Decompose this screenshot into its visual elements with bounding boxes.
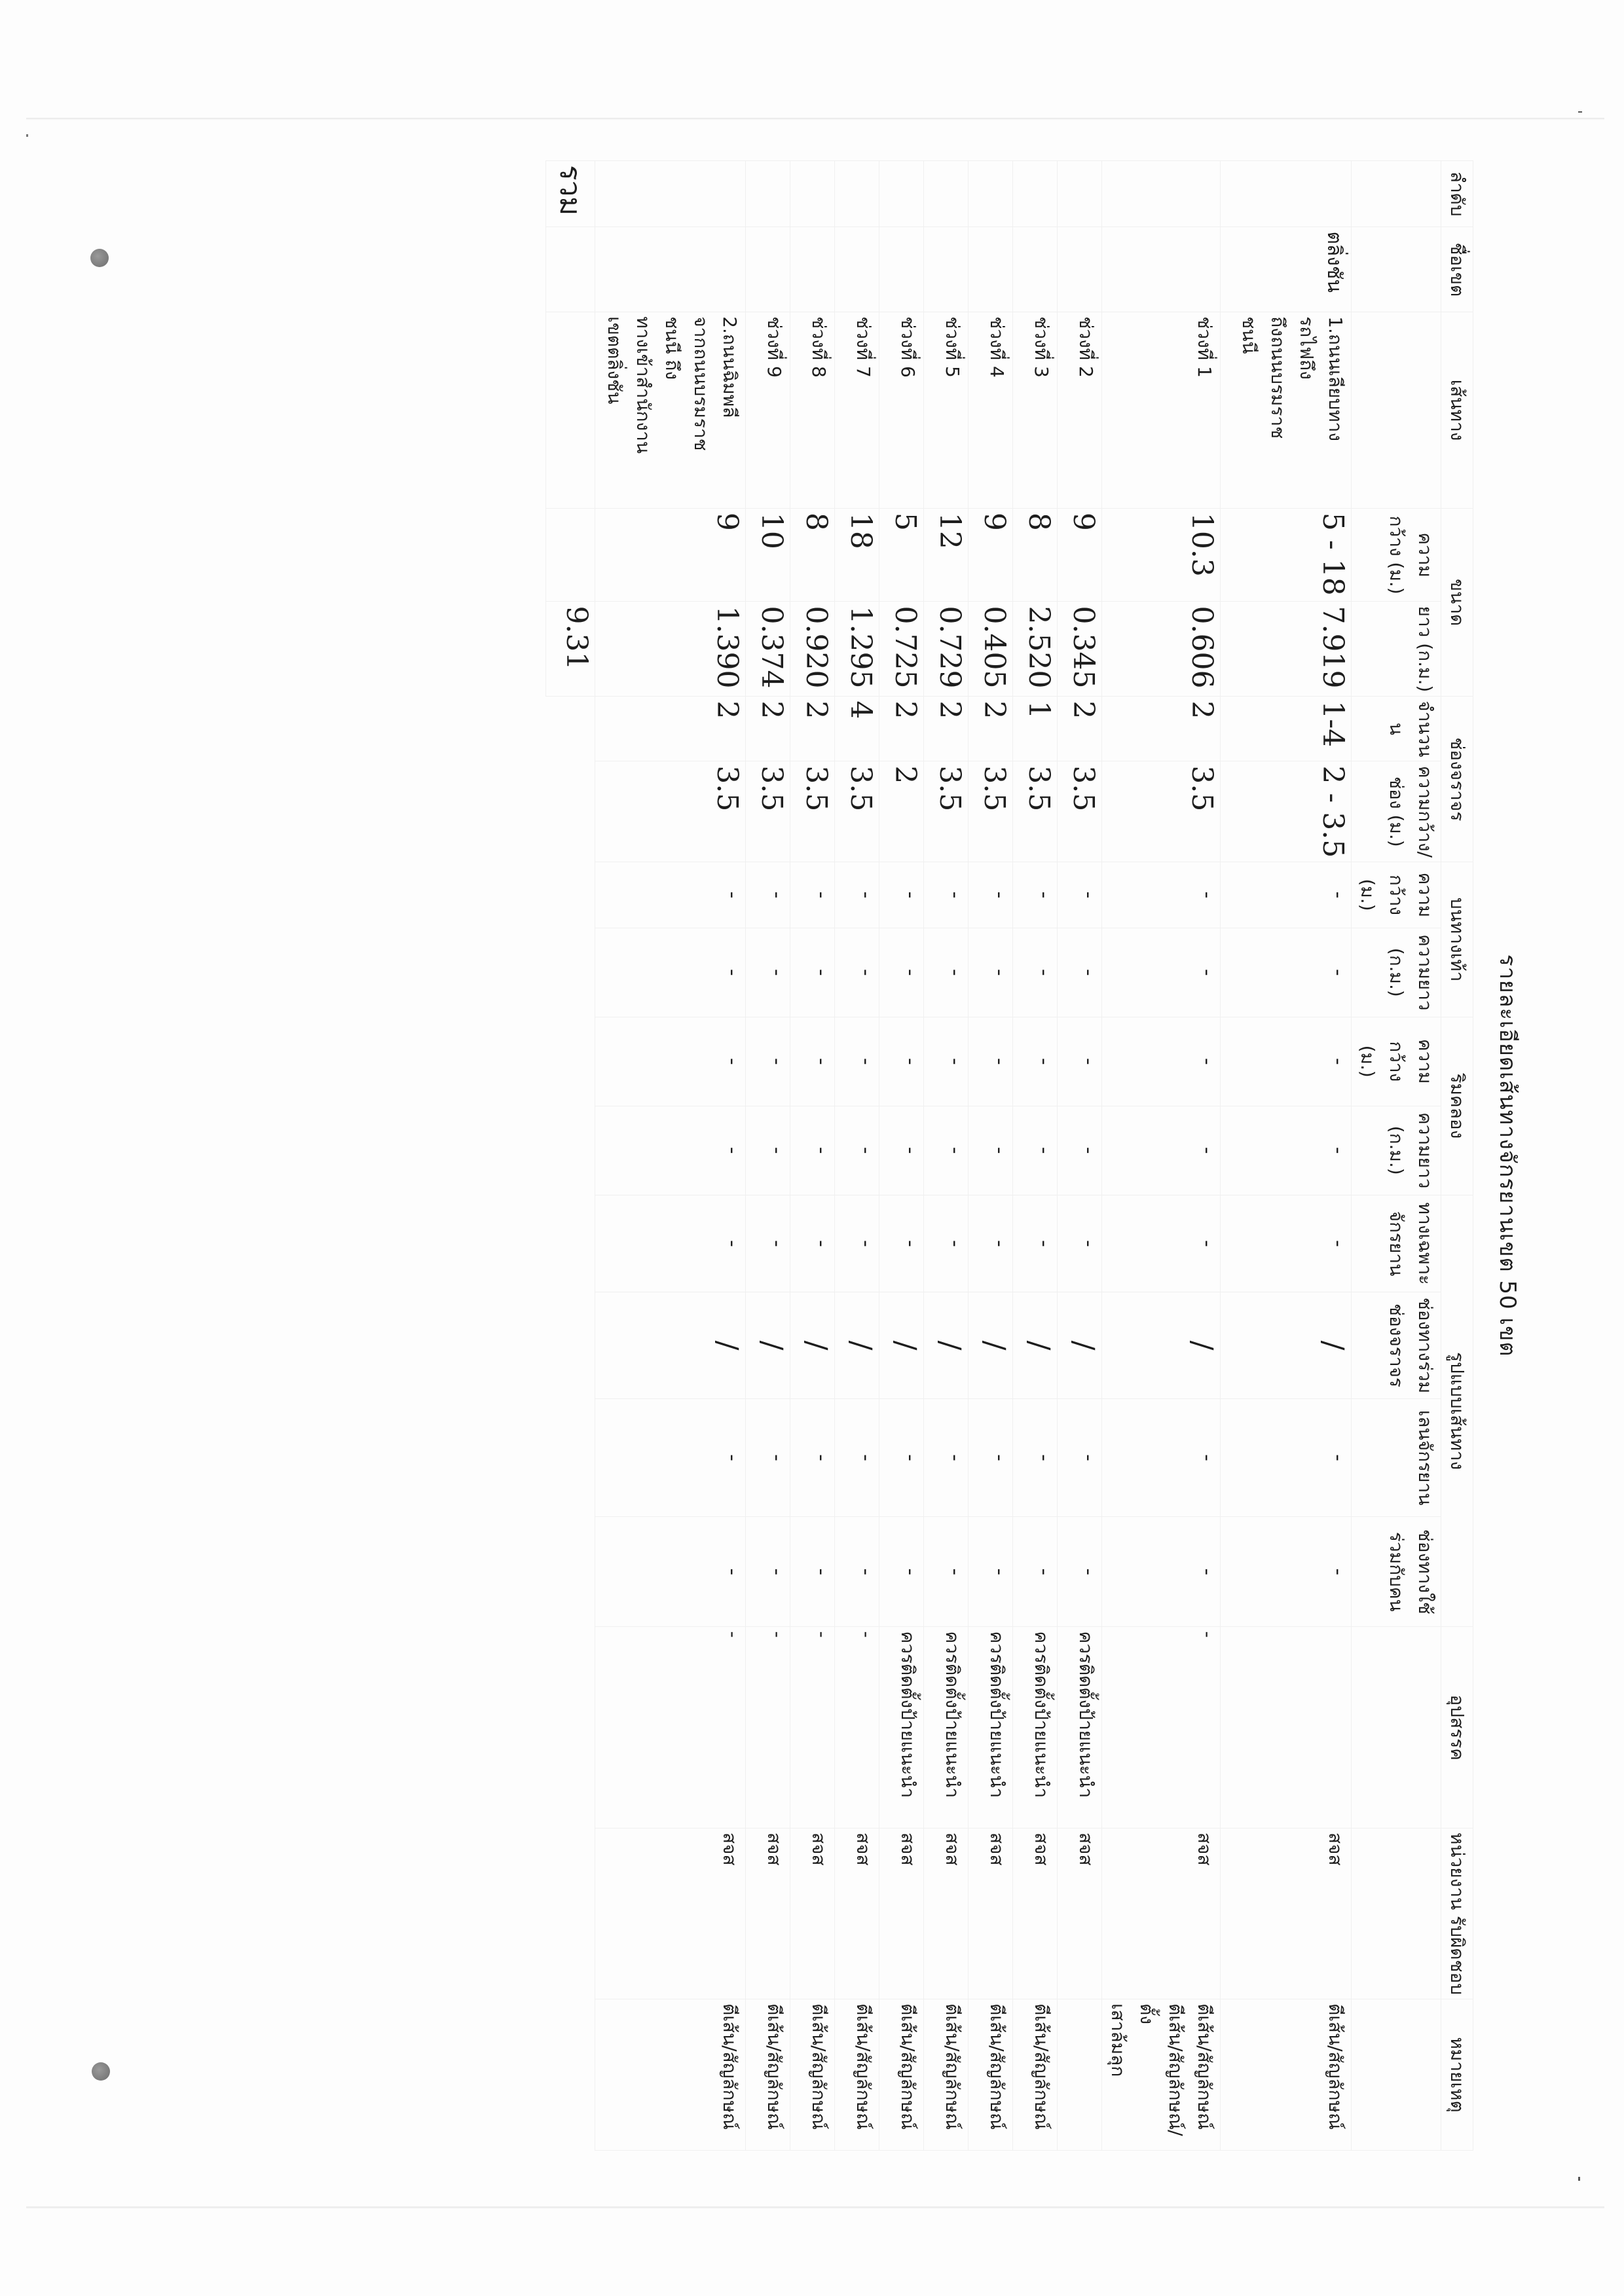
total-value: 9.31 xyxy=(546,602,595,697)
order-cell xyxy=(879,161,924,227)
shared-lane-cell: / xyxy=(1102,1292,1221,1398)
shared-lane-cell: / xyxy=(835,1292,879,1398)
length-cell: 0.405 xyxy=(969,602,1013,697)
total-spacer xyxy=(546,312,595,509)
table-row xyxy=(1013,161,1058,2151)
canal-length-cell: - xyxy=(790,1106,835,1195)
canal-width-cell: - xyxy=(746,1017,790,1106)
width-cell: 10.3 xyxy=(1102,508,1221,602)
obstacle-cell: - xyxy=(595,1627,746,1829)
header-sidewalk-length: ความยาว (ก.ม.) xyxy=(1352,928,1441,1017)
lane-count-cell: 2 xyxy=(1058,697,1102,761)
sidewalk-width-cell: - xyxy=(879,862,924,928)
header-lane-count: จำนวน น xyxy=(1352,697,1441,761)
table-row xyxy=(595,161,746,2151)
length-cell: 7.919 xyxy=(1221,602,1352,697)
canal-length-cell: - xyxy=(835,1106,879,1195)
canal-length-cell: - xyxy=(595,1106,746,1195)
lane-width-cell: 3.5 xyxy=(790,761,835,862)
bike-only-cell: - xyxy=(924,1195,969,1292)
ped-shared-cell: - xyxy=(595,1517,746,1627)
bike-only-cell: - xyxy=(790,1195,835,1292)
agency-cell: สจส xyxy=(1058,1828,1102,1999)
district-cell xyxy=(790,227,835,312)
header-lane-width: ความกว้าง/ ช่อง (ม.) xyxy=(1352,761,1441,862)
ped-shared-cell: - xyxy=(924,1517,969,1627)
remarks-cell: ตีเส้น/สัญลักษณ์ xyxy=(595,1999,746,2151)
bike-only-cell: - xyxy=(746,1195,790,1292)
lane-width-cell: 2 - 3.5 xyxy=(1221,761,1352,862)
width-cell: 9 xyxy=(595,508,746,602)
length-cell: 1.390 xyxy=(595,602,746,697)
header-canal: ริมคลอง xyxy=(1441,1017,1473,1195)
order-cell xyxy=(835,161,879,227)
header-agency: หน่วยงาน รับผิดชอบ xyxy=(1441,1828,1473,1999)
sidewalk-length-cell: - xyxy=(835,928,879,1017)
bike-only-cell: - xyxy=(879,1195,924,1292)
header-ped-shared: ช่องทางใช้ ร่วมกับคน xyxy=(1352,1517,1441,1627)
shared-lane-cell: / xyxy=(790,1292,835,1398)
canal-width-cell: - xyxy=(879,1017,924,1106)
table-body xyxy=(546,161,1352,2151)
bike-lane-cell: - xyxy=(835,1399,879,1517)
shared-lane-cell: / xyxy=(924,1292,969,1398)
agency-cell: สจส xyxy=(924,1828,969,1999)
canal-width-cell: - xyxy=(790,1017,835,1106)
lane-width-cell: 3.5 xyxy=(1013,761,1058,862)
width-cell: 9 xyxy=(1058,508,1102,602)
route-cell: ช่วงที่ 4 xyxy=(969,312,1013,509)
canal-length-cell: - xyxy=(1013,1106,1058,1195)
width-cell: 18 xyxy=(835,508,879,602)
table-row xyxy=(790,161,835,2151)
width-cell: 5 xyxy=(879,508,924,602)
ped-shared-cell: - xyxy=(746,1517,790,1627)
sidewalk-width-cell: - xyxy=(1013,862,1058,928)
order-cell xyxy=(1058,161,1102,227)
ped-shared-cell: - xyxy=(1013,1517,1058,1627)
canal-width-cell: - xyxy=(1221,1017,1352,1106)
obstacle-cell: - xyxy=(790,1627,835,1829)
canal-width-cell: - xyxy=(595,1017,746,1106)
header-bike-lane: เลนจักรยาน xyxy=(1352,1399,1441,1517)
canal-length-cell: - xyxy=(924,1106,969,1195)
bike-lane-cell: - xyxy=(1221,1399,1352,1517)
route-cell: ช่วงที่ 6 xyxy=(879,312,924,509)
remarks-cell: ตีเส้น/สัญลักษณ์ ตีเส้น/สัญลักษณ์/ตั้ง เสาล้มลุก xyxy=(1102,1999,1221,2151)
order-cell xyxy=(746,161,790,227)
remarks-cell: ตีเส้น/สัญลักษณ์ xyxy=(924,1999,969,2151)
header-size: ขนาด xyxy=(1441,508,1473,696)
canal-width-cell: - xyxy=(924,1017,969,1106)
order-cell xyxy=(1013,161,1058,227)
shared-lane-cell: / xyxy=(1221,1292,1352,1398)
length-cell: 0.729 xyxy=(924,602,969,697)
agency-cell: สจส xyxy=(969,1828,1013,1999)
width-cell: 9 xyxy=(969,508,1013,602)
bike-lane-cell: - xyxy=(969,1399,1013,1517)
sidewalk-length-cell: - xyxy=(969,928,1013,1017)
shared-lane-cell: / xyxy=(746,1292,790,1398)
length-cell: 0.606 xyxy=(1102,602,1221,697)
bike-lane-cell: - xyxy=(1102,1399,1221,1517)
bike-lane-cell: - xyxy=(1013,1399,1058,1517)
district-cell xyxy=(1102,227,1221,312)
table-row xyxy=(1058,161,1102,2151)
order-cell xyxy=(1102,161,1221,227)
sidewalk-width-cell: - xyxy=(835,862,879,928)
route-cell: 2.ถนนฉิมพลี จากถนนบรมราช ชนนี ถึง ทางเข้าสำนักงาน เขตตลิ่งชัน xyxy=(595,312,746,509)
lane-count-cell: 4 xyxy=(835,697,879,761)
header-length: ยาว (ก.ม.) xyxy=(1352,602,1441,697)
sidewalk-length-cell: - xyxy=(924,928,969,1017)
sidewalk-length-cell: - xyxy=(1013,928,1058,1017)
sidewalk-length-cell: - xyxy=(595,928,746,1017)
sheet-top-edge xyxy=(26,118,1604,120)
remarks-cell: ตีเส้น/สัญลักษณ์ xyxy=(1013,1999,1058,2151)
canal-length-cell: - xyxy=(1102,1106,1221,1195)
scan-mark xyxy=(26,134,28,137)
canal-length-cell: - xyxy=(969,1106,1013,1195)
lane-count-cell: 2 xyxy=(969,697,1013,761)
scan-mark xyxy=(1578,2177,1580,2181)
ped-shared-cell: - xyxy=(1102,1517,1221,1627)
district-cell xyxy=(746,227,790,312)
route-cell: ช่วงที่ 2 xyxy=(1058,312,1102,509)
total-spacer xyxy=(546,508,595,602)
header-order: ลำดับ xyxy=(1441,161,1473,227)
obstacle-cell: ควรติดตั้งป้ายแนะนำ xyxy=(1013,1627,1058,1829)
sidewalk-width-cell: - xyxy=(790,862,835,928)
length-cell: 0.374 xyxy=(746,602,790,697)
scan-mark xyxy=(1578,111,1582,113)
order-cell xyxy=(924,161,969,227)
ped-shared-cell: - xyxy=(1221,1517,1352,1627)
lane-width-cell: 3.5 xyxy=(835,761,879,862)
sidewalk-width-cell: - xyxy=(969,862,1013,928)
rotated-table-area xyxy=(39,160,1526,2151)
sidewalk-width-cell: - xyxy=(1221,862,1352,928)
remarks-cell xyxy=(1058,1999,1102,2151)
sidewalk-length-cell: - xyxy=(790,928,835,1017)
header-sidewalk-width: ความ กว้าง (ม.) xyxy=(1352,862,1441,928)
table-row xyxy=(835,161,879,2151)
header-lanes: ช่องจราจร xyxy=(1441,697,1473,862)
header-width: ความ กว้าง (ม.) xyxy=(1352,508,1441,602)
total-row xyxy=(546,161,595,2151)
remarks-cell: ตีเส้น/สัญลักษณ์ xyxy=(1221,1999,1352,2151)
sidewalk-width-cell: - xyxy=(924,862,969,928)
length-cell: 0.725 xyxy=(879,602,924,697)
lane-width-cell: 3.5 xyxy=(1102,761,1221,862)
route-cell: ช่วงที่ 8 xyxy=(790,312,835,509)
ped-shared-cell: - xyxy=(969,1517,1013,1627)
bike-route-table xyxy=(545,160,1473,2151)
header-remarks: หมายเหตุ xyxy=(1441,1999,1473,2151)
header-route: เส้นทาง xyxy=(1441,312,1473,509)
sidewalk-length-cell: - xyxy=(1221,928,1352,1017)
route-cell: ช่วงที่ 1 xyxy=(1102,312,1221,509)
obstacle-cell xyxy=(1221,1627,1352,1829)
table-row xyxy=(1221,161,1352,2151)
header-obstacle: อุปสรรค xyxy=(1441,1627,1473,1829)
bike-only-cell: - xyxy=(1058,1195,1102,1292)
ped-shared-cell: - xyxy=(879,1517,924,1627)
remarks-cell: ตีเส้น/สัญลักษณ์ xyxy=(879,1999,924,2151)
bike-only-cell: - xyxy=(1102,1195,1221,1292)
bike-lane-cell: - xyxy=(746,1399,790,1517)
header-shared-lane: ช่องทางร่วม ช่องจราจร xyxy=(1352,1292,1441,1398)
width-cell: 8 xyxy=(1013,508,1058,602)
sidewalk-length-cell: - xyxy=(1058,928,1102,1017)
sidewalk-length-cell: - xyxy=(746,928,790,1017)
bike-lane-cell: - xyxy=(1058,1399,1102,1517)
district-cell xyxy=(835,227,879,312)
district-cell xyxy=(879,227,924,312)
obstacle-cell: ควรติดตั้งป้ายแนะนำ xyxy=(879,1627,924,1829)
district-cell xyxy=(595,227,746,312)
table-row xyxy=(969,161,1013,2151)
lane-width-cell: 3.5 xyxy=(746,761,790,862)
route-cell: ช่วงที่ 7 xyxy=(835,312,879,509)
order-cell xyxy=(595,161,746,227)
document-title: รายละเอียดเส้นทางจักรยานเขต 50 เขต xyxy=(1494,954,1521,1357)
district-cell xyxy=(924,227,969,312)
ped-shared-cell: - xyxy=(1058,1517,1102,1627)
ped-shared-cell: - xyxy=(790,1517,835,1627)
length-cell: 1.295 xyxy=(835,602,879,697)
district-cell xyxy=(969,227,1013,312)
remarks-cell: ตีเส้น/สัญลักษณ์ xyxy=(969,1999,1013,2151)
bike-only-cell: - xyxy=(1221,1195,1352,1292)
obstacle-cell: - xyxy=(835,1627,879,1829)
agency-cell: สจส xyxy=(1013,1828,1058,1999)
lane-width-cell: 2 xyxy=(879,761,924,862)
lane-count-cell: 2 xyxy=(924,697,969,761)
shared-lane-cell: / xyxy=(879,1292,924,1398)
bike-lane-cell: - xyxy=(924,1399,969,1517)
width-cell: 5 - 18 xyxy=(1221,508,1352,602)
route-cell: 1.ถนนเลียบทาง รถไฟถึง ถึงถนนบรมราช ชนนี xyxy=(1221,312,1352,509)
length-cell: 0.345 xyxy=(1058,602,1102,697)
sidewalk-width-cell: - xyxy=(746,862,790,928)
agency-cell: สจส xyxy=(746,1828,790,1999)
header-district: ชื่อเขต xyxy=(1441,227,1473,312)
header-bike-only: ทางเฉพาะ จักรยาน xyxy=(1352,1195,1441,1292)
lane-count-cell: 1-4 xyxy=(1221,697,1352,761)
sidewalk-length-cell: - xyxy=(1102,928,1221,1017)
width-cell: 8 xyxy=(790,508,835,602)
bike-only-cell: - xyxy=(595,1195,746,1292)
canal-length-cell: - xyxy=(1058,1106,1102,1195)
lane-count-cell: 2 xyxy=(1102,697,1221,761)
order-cell xyxy=(969,161,1013,227)
header-sidewalk: บนทางเท้า xyxy=(1441,862,1473,1017)
length-cell: 0.920 xyxy=(790,602,835,697)
order-cell xyxy=(1221,161,1352,227)
bike-only-cell: - xyxy=(969,1195,1013,1292)
canal-width-cell: - xyxy=(835,1017,879,1106)
total-spacer xyxy=(546,227,595,312)
shared-lane-cell: / xyxy=(595,1292,746,1398)
district-cell xyxy=(1058,227,1102,312)
shared-lane-cell: / xyxy=(1058,1292,1102,1398)
agency-cell: สจส xyxy=(1102,1828,1221,1999)
agency-cell: สจส xyxy=(790,1828,835,1999)
lane-count-cell: 2 xyxy=(746,697,790,761)
ped-shared-cell: - xyxy=(835,1517,879,1627)
order-cell xyxy=(790,161,835,227)
lane-count-cell: 2 xyxy=(790,697,835,761)
canal-length-cell: - xyxy=(1221,1106,1352,1195)
canal-length-cell: - xyxy=(746,1106,790,1195)
bike-only-cell: - xyxy=(835,1195,879,1292)
lane-count-cell: 1 xyxy=(1013,697,1058,761)
bike-lane-cell: - xyxy=(790,1399,835,1517)
agency-cell: สจส xyxy=(595,1828,746,1999)
canal-width-cell: - xyxy=(1058,1017,1102,1106)
obstacle-cell: ควรติดตั้งป้ายแนะนำ xyxy=(924,1627,969,1829)
lane-width-cell: 3.5 xyxy=(924,761,969,862)
canal-width-cell: - xyxy=(1013,1017,1058,1106)
remarks-cell: ตีเส้น/สัญลักษณ์ xyxy=(746,1999,790,2151)
obstacle-cell: ควรติดตั้งป้ายแนะนำ xyxy=(969,1627,1013,1829)
district-cell: ตลิ่งชัน xyxy=(1221,227,1352,312)
lane-width-cell: 3.5 xyxy=(1058,761,1102,862)
canal-width-cell: - xyxy=(969,1017,1013,1106)
total-label: รวม xyxy=(546,161,595,227)
sidewalk-width-cell: - xyxy=(595,862,746,928)
agency-cell: สจส xyxy=(835,1828,879,1999)
bike-lane-cell: - xyxy=(595,1399,746,1517)
sidewalk-width-cell: - xyxy=(1102,862,1221,928)
lane-count-cell: 2 xyxy=(595,697,746,761)
route-cell: ช่วงที่ 9 xyxy=(746,312,790,509)
width-cell: 10 xyxy=(746,508,790,602)
agency-cell: สจส xyxy=(1221,1828,1352,1999)
header-canal-length: ความยาว (ก.ม.) xyxy=(1352,1106,1441,1195)
lane-width-cell: 3.5 xyxy=(969,761,1013,862)
bike-lane-cell: - xyxy=(879,1399,924,1517)
canal-width-cell: - xyxy=(1102,1017,1221,1106)
table-row xyxy=(879,161,924,2151)
table-row xyxy=(746,161,790,2151)
remarks-cell: ตีเส้น/สัญลักษณ์ xyxy=(835,1999,879,2151)
table-row xyxy=(1102,161,1221,2151)
obstacle-cell: - xyxy=(746,1627,790,1829)
width-cell: 12 xyxy=(924,508,969,602)
sidewalk-length-cell: - xyxy=(879,928,924,1017)
shared-lane-cell: / xyxy=(969,1292,1013,1398)
lane-width-cell: 3.5 xyxy=(595,761,746,862)
sheet-bottom-edge xyxy=(26,2206,1604,2208)
obstacle-cell: ควรติดตั้งป้ายแนะนำ xyxy=(1058,1627,1102,1829)
length-cell: 2.520 xyxy=(1013,602,1058,697)
agency-cell: สจส xyxy=(879,1828,924,1999)
lane-count-cell: 2 xyxy=(879,697,924,761)
obstacle-cell: - xyxy=(1102,1627,1221,1829)
shared-lane-cell: / xyxy=(1013,1292,1058,1398)
route-cell: ช่วงที่ 5 xyxy=(924,312,969,509)
route-cell: ช่วงที่ 3 xyxy=(1013,312,1058,509)
remarks-cell: ตีเส้น/สัญลักษณ์ xyxy=(790,1999,835,2151)
header-canal-width: ความกว้าง (ม.) xyxy=(1352,1017,1441,1106)
canal-length-cell: - xyxy=(879,1106,924,1195)
district-cell xyxy=(1013,227,1058,312)
table-row xyxy=(924,161,969,2151)
sidewalk-width-cell: - xyxy=(1058,862,1102,928)
header-pattern: รูปแบบเส้นทาง xyxy=(1441,1195,1473,1627)
bike-only-cell: - xyxy=(1013,1195,1058,1292)
